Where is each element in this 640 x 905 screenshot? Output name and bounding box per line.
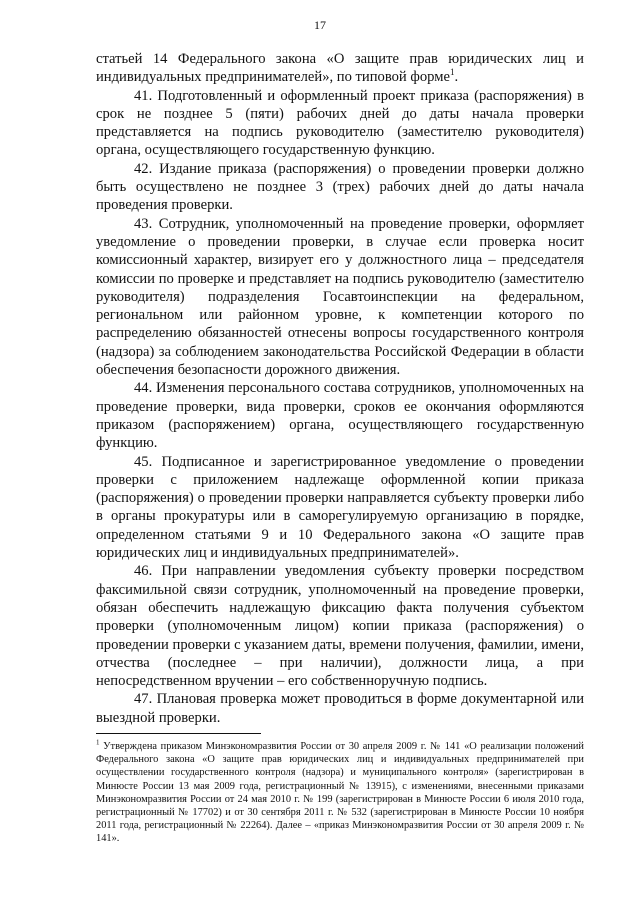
footnote-reference: 1	[449, 67, 455, 78]
page-number: 17	[314, 18, 326, 32]
document-body	[96, 50, 584, 727]
footnote-marker: 1	[96, 738, 100, 747]
footnote-divider	[96, 733, 261, 734]
paragraph-46: 46. При направлении уведомления субъекту проверки посредством факсимильной связи сотрудник, уполномоченный на проведение проверки, обязан обеспечить надлежащую фиксацию факта получения субъектом проверки (уполномоченным лицом) копии приказа (распоряжения) о проведении проверки с указанием даты, времени получения, фамилии, имени, отчества (последнее – при наличии), должности лица, а при непосредственном вручении – его собственноручную подпись.	[96, 563, 584, 690]
paragraph-42: 42. Издание приказа (распоряжения) о проведении проверки должно быть осуществлено не позднее 3 (трех) рабочих дней до даты начала проведения проверки.	[96, 160, 584, 214]
paragraph-44: 44. Изменения персонального состава сотрудников, уполномоченных на проведение проверки, вида проверки, сроков ее окончания оформляются приказом (распоряжением) органа, осуществляющего государственную функцию.	[96, 380, 584, 452]
paragraph-end-punctuation: .	[454, 69, 459, 86]
footnote-text: Утверждена приказом Минэкономразвития России от 30 апреля 2009 г. № 141 «О реализации положений Федерального закона «О защите прав юридических лиц и индивидуальных предпринимателей при осуществлении государственного контроля (надзора) и муниципального контроля» (зарегистрирован в Минюсте России 13 мая 2009 года, регистрационный № 13915), с изменениями, внесенными приказами Минэкономразвития России от 24 мая 2010 г. № 199 (зарегистрирован в Минюсте России 6 июля 2010 года, регистрационный № 17702) и от 30 сентября 2011 г. № 532 (зарегистрирован в Минюсте России 10 ноября 2011 года, регистрационный № 22264). Далее – «приказ Минэкономразвития России от 30 апреля 2009 г. № 141».	[96, 741, 584, 845]
paragraph-continuation	[96, 50, 584, 87]
paragraph-45: 45. Подписанное и зарегистрированное уведомление о проведении проверки с приложением надлежаще оформленной копии приказа (распоряжения) о проведении проверки направляется субъекту проверки либо в органы прокуратуры или в саморегулируемую организацию в порядке, определенном статьями 9 и 10 Федерального закона «О защите прав юридических лиц и индивидуальных предпринимателей».	[96, 453, 584, 562]
paragraph-43: 43. Сотрудник, уполномоченный на проведение проверки, оформляет уведомление о проведении проверки, в случае если проверка носит комиссионный характер, визирует его у должностного лица – председателя комиссии по проверке и представляет на подпись руководителю (заместителю руководителя) подразделения Госавтоинспекции на федеральном, региональном или районном уровне, к компетенции которого по распределению обязанностей отнесены вопросы государственного контроля (надзора) за соблюдением законодательства Российской Федерации в области обеспечения безопасности дорожного движения.	[96, 215, 584, 379]
footnote	[96, 740, 584, 846]
paragraph-41: 41. Подготовленный и оформленный проект приказа (распоряжения) в срок не позднее 5 (пяти) рабочих дней до даты начала проверки представляется на подпись руководителю (заместителю руководителя) органа, осуществляющего государственную функцию.	[96, 87, 584, 159]
paragraph-text: статьей 14 Федерального закона «О защите прав юридических лиц и индивидуальных предпринимателей», по типовой форме	[96, 51, 584, 86]
paragraph-47: 47. Плановая проверка может проводиться в форме документарной или выездной проверки.	[96, 691, 584, 726]
